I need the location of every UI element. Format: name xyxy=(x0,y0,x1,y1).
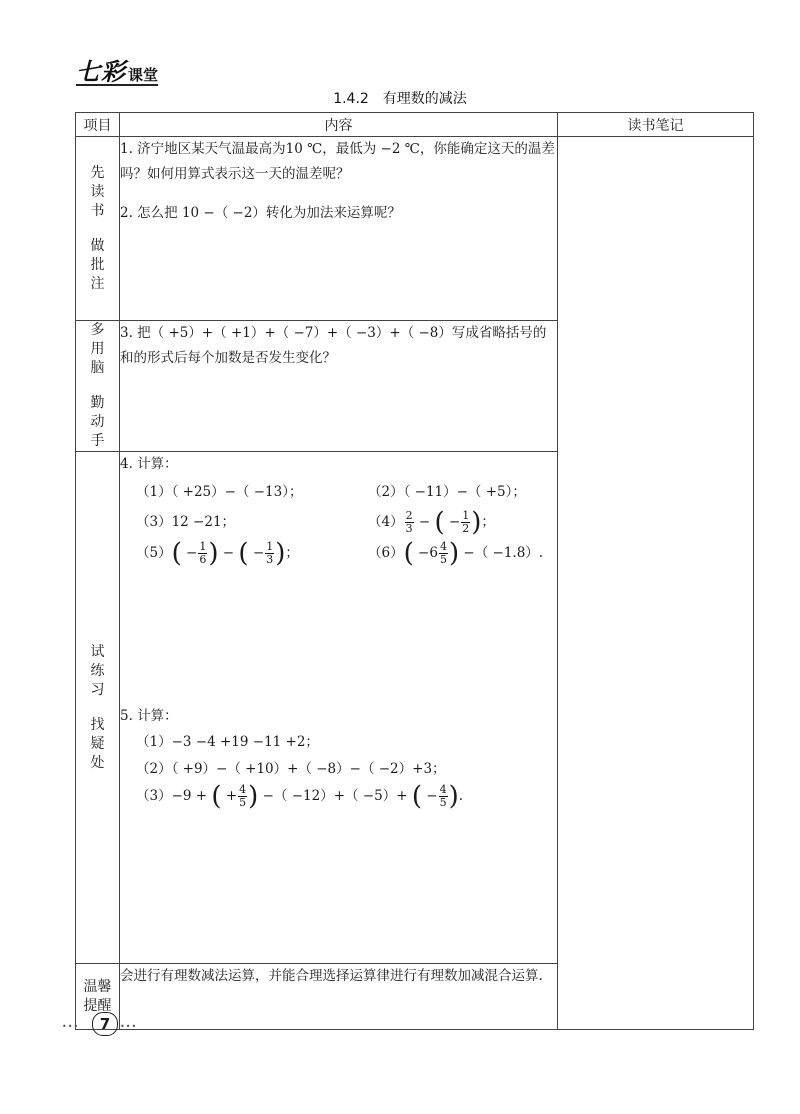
fraction: $\frac{4}{5}$ xyxy=(239,783,247,809)
row-content xyxy=(120,321,558,452)
fraction: $\frac{1}{3}$ xyxy=(266,539,274,566)
notes-area[interactable] xyxy=(558,137,754,1030)
q4-item-4: （4） $\frac{2}{3}$ − ( − $\frac{1}{2}$ )； xyxy=(368,507,495,538)
row-label-bottom: 找疑处 xyxy=(90,716,105,771)
header-item: 项目 xyxy=(76,113,120,137)
row-content xyxy=(120,137,558,321)
tip-text: 会进行有理数减法运算，并能合理选择运算律进行有理数加减混合运算. xyxy=(120,964,558,1030)
q5-item-1: （1）−3 −4 +19 −11 +2； xyxy=(136,734,319,750)
q4-item-5: （5）( − $\frac{1}{6}$ ) − ( − $\frac{1}{3}$ )； xyxy=(136,538,299,568)
row-label-top: 温馨 xyxy=(83,978,112,995)
table-header-row xyxy=(76,113,754,137)
footer-dots-right: ••• xyxy=(120,1022,138,1031)
page-number: 7 xyxy=(92,1012,118,1036)
q4-item-2: （2）（ −11）−（ +5）； xyxy=(368,484,526,500)
question-3: 3. 把（ +5）+（ +1）+（ −7）+（ −3）+（ −8）写成省略括号的和的形式后每个加数是否发生变化？ xyxy=(120,325,547,366)
row-label xyxy=(76,452,120,964)
study-table xyxy=(75,112,754,1030)
row-label-bottom: 提醒 xyxy=(83,997,112,1014)
brand-logo xyxy=(76,52,158,84)
fraction: $\frac{4}{5}$ xyxy=(439,539,447,566)
brand-underline xyxy=(76,84,158,86)
footer-dots-left: ••• xyxy=(62,1022,80,1031)
row-label-top: 试练习 xyxy=(90,643,105,698)
brand-main: 七彩 xyxy=(76,58,126,86)
q4-item-6: （6）( −6 $\frac{4}{5}$ ) −（ −1.8）. xyxy=(368,538,544,568)
row-label-top: 多用脑 xyxy=(90,322,105,376)
question-5-items xyxy=(120,729,557,810)
header-notes: 读书笔记 xyxy=(558,113,754,137)
row-label xyxy=(76,321,120,452)
q4-item-3: （3）12 −21； xyxy=(136,514,236,530)
section-title: 1.4.2 有理数的减法 xyxy=(333,91,467,107)
question-2: 2. 怎么把 10 −（ −2）转化为加法来运算呢？ xyxy=(120,205,401,221)
brand-sub: 课堂 xyxy=(128,66,159,84)
row-label xyxy=(76,137,120,321)
row-label-bottom: 做批注 xyxy=(90,237,105,292)
q5-item-3: （3）−9 + ( + $\frac{4}{5}$ ) −（ −12）+（ −5）+ ( − $\frac{4}{5}$ ). xyxy=(136,781,464,812)
page-footer xyxy=(62,1012,152,1036)
fraction: $\frac{2}{3}$ xyxy=(405,509,413,535)
row-content xyxy=(120,452,558,964)
question-4-title: 4. 计算： xyxy=(120,456,178,472)
question-5-title: 5. 计算： xyxy=(120,708,178,724)
fraction: $\frac{1}{6}$ xyxy=(199,539,207,566)
table-row xyxy=(76,137,754,321)
header-content: 内容 xyxy=(120,113,558,137)
fraction: $\frac{1}{2}$ xyxy=(462,509,470,535)
q5-item-2: （2）（ +9）−（ +10）+（ −8）−（ −2）+3； xyxy=(136,761,446,777)
question-1: 1. 济宁地区某天气温最高为10 ℃，最低为 −2 ℃，你能确定这天的温差吗？如何用算式表示这一天的温差呢？ xyxy=(120,141,555,182)
fraction: $\frac{4}{5}$ xyxy=(439,783,447,809)
row-label-top: 先读书 xyxy=(90,164,105,219)
question-4-items xyxy=(120,479,557,566)
q4-item-1: （1）（ +25）−（ −13）； xyxy=(136,484,303,500)
row-label-bottom: 勤动手 xyxy=(90,395,105,449)
